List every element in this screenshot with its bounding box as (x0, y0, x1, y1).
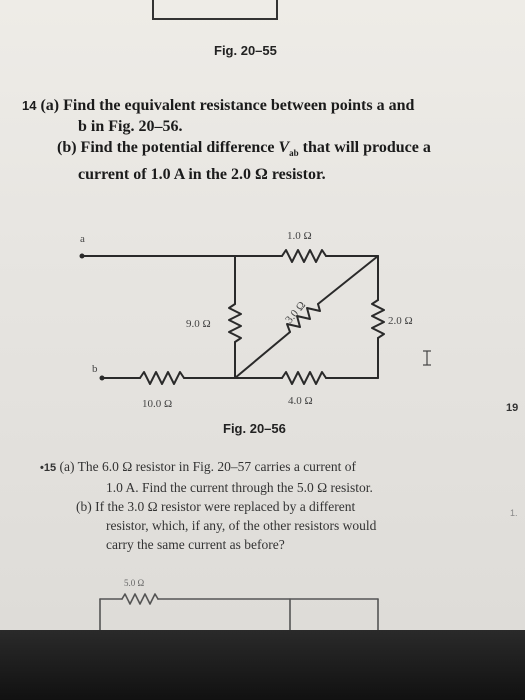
dark-background (0, 630, 525, 700)
resistor-1-ohm (282, 250, 326, 262)
fig-20-56-caption: Fig. 20–56 (223, 421, 286, 436)
problem-15-part-b-line-2: resistor, which, if any, of the other resistors would (106, 518, 377, 533)
resistor-2-ohm (372, 300, 384, 338)
label-9-ohm: 9.0 Ω (186, 318, 211, 330)
fig-20-55-figure-box (152, 0, 278, 20)
problem-15-number: •15 (40, 462, 57, 474)
terminal-a (80, 254, 85, 259)
problem-14-part-b-line-1: (b) Find the potential difference $V_{ab}$ that will produce a (57, 139, 431, 159)
label-b: b (92, 363, 98, 375)
problem-15-part-a-line-2: 1.0 A. Find the current through the 5.0 Ω resistor. (106, 480, 373, 495)
margin-number-19: 19 (506, 402, 519, 414)
resistor-4-ohm (282, 372, 326, 384)
resistor-5-ohm (122, 594, 158, 604)
vab-symbol: V (278, 139, 290, 156)
label-5-ohm: 5.0 Ω (124, 578, 145, 588)
label-4-ohm: 4.0 Ω (288, 395, 313, 407)
label-a: a (80, 233, 85, 245)
text-cursor-mark (423, 351, 431, 365)
margin-small-number: 1. (510, 508, 518, 518)
problem-15-part-b-line-3: carry the same current as before? (106, 537, 285, 552)
problem-14-number: 14 (22, 98, 37, 113)
problem-14 (22, 95, 502, 185)
problem-14-part-a-line-2: b in Fig. 20–56. (78, 118, 183, 135)
problem-14-part-a-line-1: (a) Find the equivalent resistance between points a and (40, 97, 415, 114)
fig-20-57-circuit-partial (0, 570, 525, 630)
label-2-ohm: 2.0 Ω (388, 315, 413, 327)
label-10-ohm: 10.0 Ω (142, 398, 173, 410)
problem-15 (40, 457, 488, 554)
terminal-b (100, 376, 105, 381)
vab-subscript: ab (289, 148, 299, 159)
problem-15-part-a-line-1: (a) The 6.0 Ω resistor in Fig. 20–57 carries a current of (56, 459, 357, 474)
resistor-10-ohm (140, 372, 184, 384)
problem-14-part-b-line-2: current of 1.0 A in the 2.0 Ω resistor. (78, 166, 326, 184)
label-3-ohm: 3.0 Ω (283, 299, 309, 326)
fig-20-55-caption: Fig. 20–55 (214, 43, 277, 58)
problem-15-part-b-line-1: (b) If the 3.0 Ω resistor were replaced by a different (76, 499, 356, 514)
resistor-9-ohm (229, 304, 241, 342)
label-1-ohm: 1.0 Ω (287, 230, 312, 242)
fig-20-56-circuit (0, 220, 525, 420)
